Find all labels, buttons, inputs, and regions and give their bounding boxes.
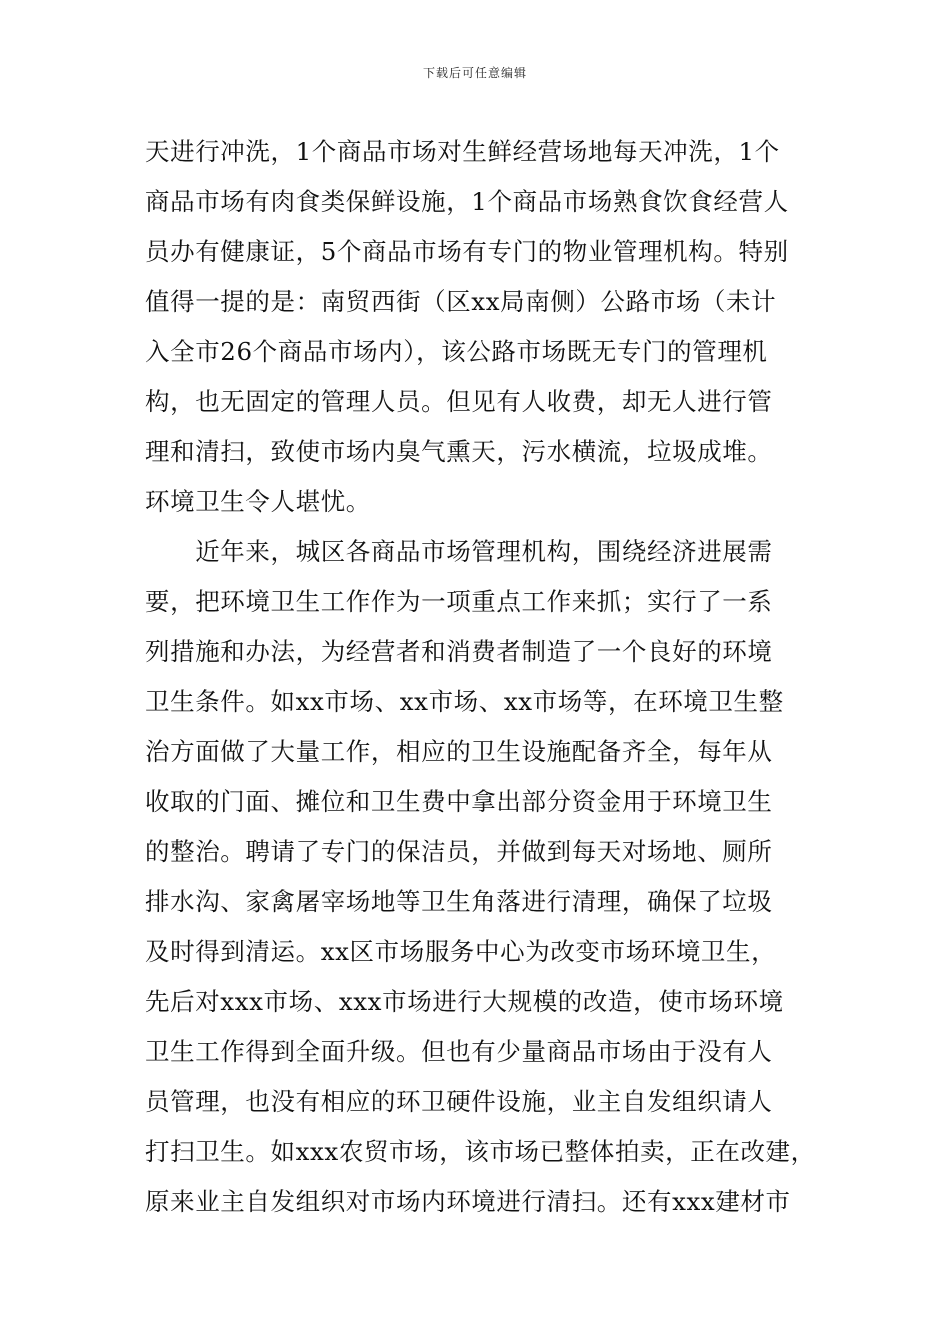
text-line: 商品市场有肉食类保鲜设施，1个商品市场熟食饮食经营人 bbox=[145, 187, 789, 216]
text-line: 卫生工作得到全面升级。但也有少量商品市场由于没有人 bbox=[145, 1037, 773, 1066]
text-line: 列措施和办法，为经营者和消费者制造了一个良好的环境 bbox=[145, 637, 773, 666]
text-line: 构，也无固定的管理人员。但见有人收费，却无人进行管 bbox=[145, 387, 773, 416]
text-line: 的整治。聘请了专门的保洁员，并做到每天对场地、厕所 bbox=[145, 837, 773, 866]
text-line: 入全市26个商品市场内），该公路市场既无专门的管理机 bbox=[145, 337, 768, 366]
text-line: 先后对xxx市场、xxx市场进行大规模的改造，使市场环境 bbox=[145, 987, 784, 1016]
text-line: 理和清扫，致使市场内臭气熏天，污水横流，垃圾成堆。 bbox=[145, 437, 773, 466]
text-line: 及时得到清运。xx区市场服务中心为改变市场环境卫生， bbox=[145, 937, 777, 966]
text-line: 打扫卫生。如xxx农贸市场，该市场已整体拍卖，正在改建， bbox=[145, 1137, 816, 1166]
text-line: 天进行冲洗，1个商品市场对生鲜经营场地每天冲洗，1个 bbox=[145, 137, 780, 166]
text-line: 治方面做了大量工作，相应的卫生设施配备齐全，每年从 bbox=[145, 737, 773, 766]
text-line: 值得一提的是：南贸西街（区xx局南侧）公路市场（未计 bbox=[145, 287, 777, 316]
text-line: 员管理，也没有相应的环卫硬件设施，业主自发组织请人 bbox=[145, 1087, 773, 1116]
text-line: 原来业主自发组织对市场内环境进行清扫。还有xxx建材市 bbox=[145, 1187, 791, 1216]
text-line: 近年来，城区各商品市场管理机构，围绕经济进展需 bbox=[145, 537, 773, 566]
text-line: 卫生条件。如xx市场、xx市场、xx市场等，在环境卫生整 bbox=[145, 687, 784, 716]
text-line: 收取的门面、摊位和卫生费中拿出部分资金用于环境卫生 bbox=[145, 787, 773, 816]
document-body bbox=[145, 127, 835, 1227]
text-line: 环境卫生令人堪忧。 bbox=[145, 487, 371, 516]
text-line: 员办有健康证，5个商品市场有专门的物业管理机构。特别 bbox=[145, 237, 789, 266]
text-line: 要，把环境卫生工作作为一项重点工作来抓；实行了一系 bbox=[145, 587, 773, 616]
page-header-note: 下载后可任意编辑 bbox=[422, 66, 527, 80]
text-line: 排水沟、家禽屠宰场地等卫生角落进行清理，确保了垃圾 bbox=[145, 887, 773, 916]
